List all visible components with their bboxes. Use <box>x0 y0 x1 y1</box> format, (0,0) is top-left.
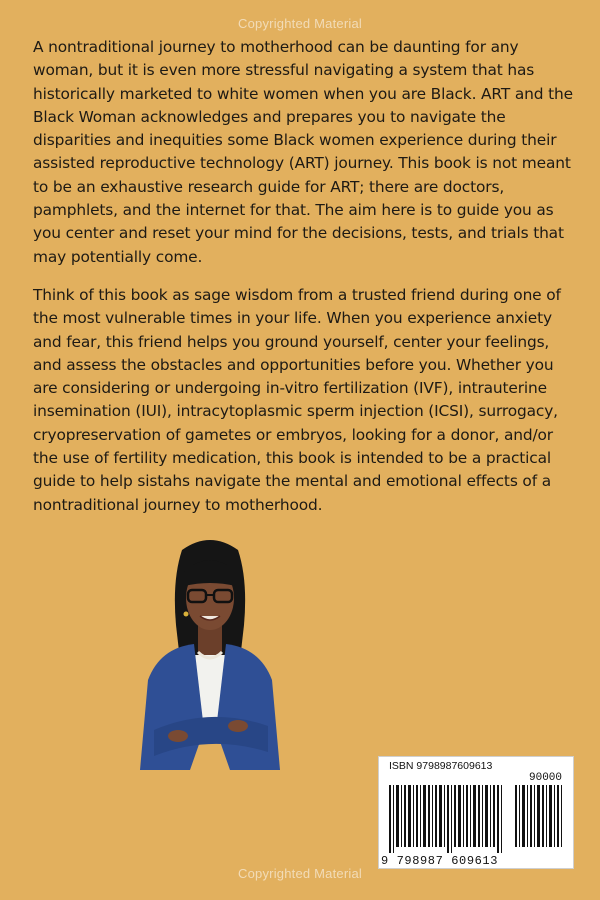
blurb-paragraph-1: A nontraditional journey to motherhood can be daunting for any woman, but it is even more stressful navigating a system that has historically marketed to white women when you are Black. ART and the Black Woman acknowledges and prepares you to navigate the disparities and inequities some Black women experience during their assisted reproductive technology (ART) journey. This book is not meant to be an exhaustive research guide for ART; there are doctors, pamphlets, and the internet for that. The aim here is to guide you as you center and reset your mind for the decisions, tests, and trials that may potentially come. <box>33 38 573 266</box>
copyright-watermark-top: Copyrighted Material <box>238 16 362 31</box>
author-portrait <box>120 530 300 775</box>
blurb-paragraph-2: Think of this book as sage wisdom from a trusted friend during one of the most vulnerable times in your life. When you experience anxiety and fear, this friend helps you ground yourself, center your feelings, and assess the obstacles and opportunities before you. Whether you are considering or undergoing in-vitro fertilization (IVF), intrauterine insemination (IUI), intracytoplasmic sperm injection (ICSI), surrogacy, cryopreservation of gametes or embryos, looking for a donor, and/or the use of fertility medication, this book is intended to be a practical guide to help sistahs navigate the mental and emotional effects of a nontraditional journey to motherhood. <box>33 286 561 514</box>
isbn-barcode <box>378 756 574 869</box>
isbn-label: ISBN 9798987609613 <box>389 760 493 772</box>
barcode-bars <box>389 785 565 853</box>
price-code: 90000 <box>529 772 563 784</box>
copyright-watermark-bottom: Copyrighted Material <box>238 866 362 881</box>
isbn-digits: 9 798987 609613 <box>381 854 499 868</box>
